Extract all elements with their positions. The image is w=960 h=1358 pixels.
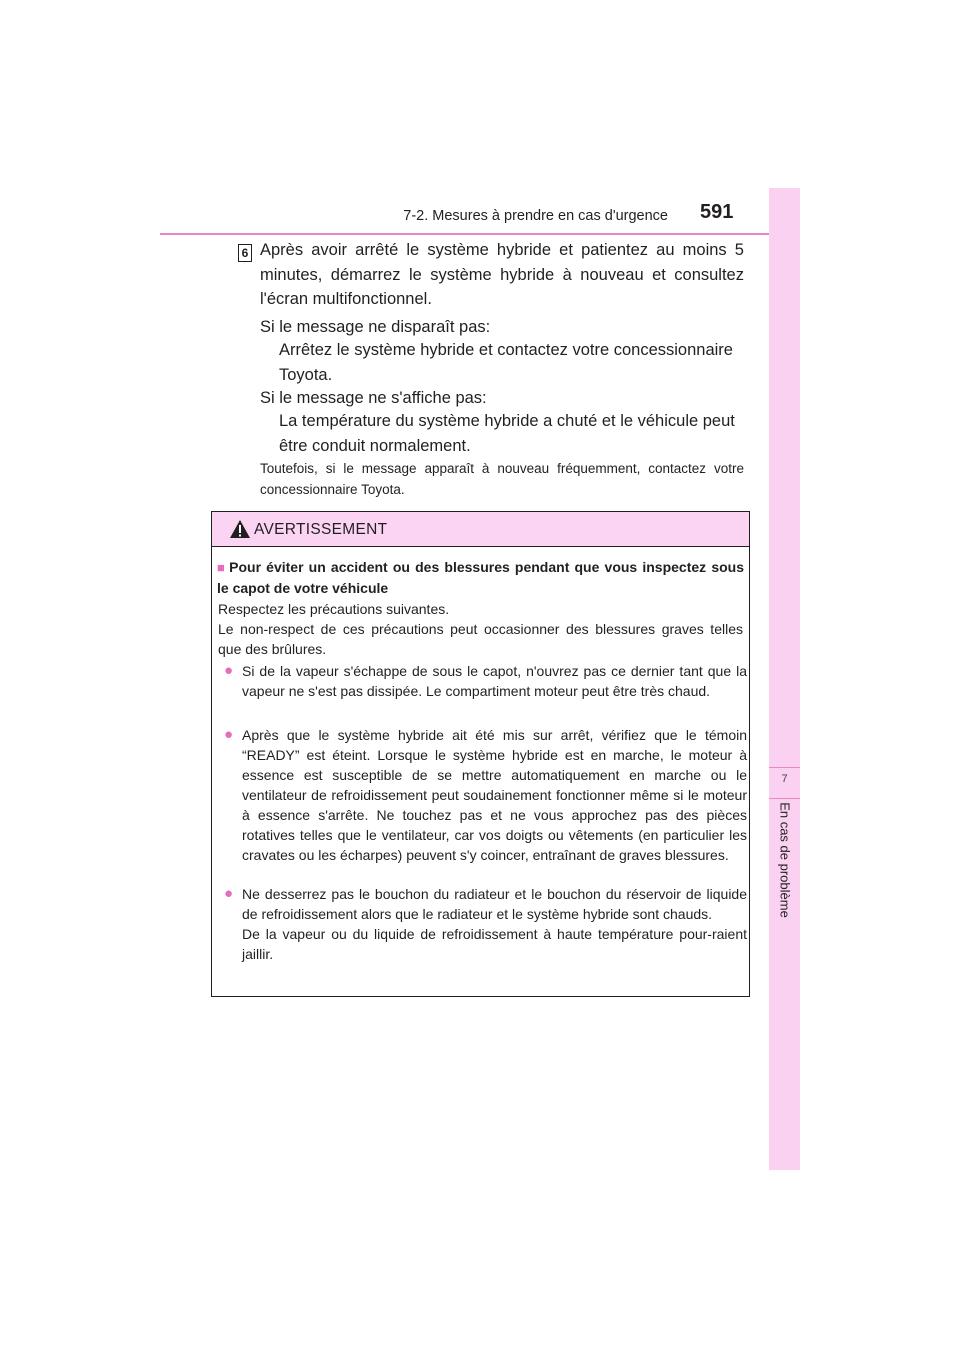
warning-bullet-text: Si de la vapeur s'échappe de sous le capot, n'ouvrez pas ce dernier tant que la vapeur ne s'est pas dissipée. Le compartiment moteur peut être très chaud.	[242, 663, 747, 699]
warning-bullet-text: Après que le système hybride ait été mis sur arrêt, vérifiez que le témoin “READY” est éteint. Lorsque le système hybride est en marche, le moteur à essence est susceptible de se mettre automatiquement en marche ou le ventilateur de refroidissement peut soudainement fonctionner même si le moteur à essence s'arrête. Ne touchez pas et ne vous approchez pas des pièces rotatives telles que le ventilateur, car vos doigts ou vêtements (en particulier les cravates ou les écharpes) peuvent s'y coincer, entraînant de graves blessures.	[242, 727, 747, 863]
warning-intro-line: Respectez les précautions suivantes.	[218, 601, 450, 617]
chapter-side-tab	[769, 188, 800, 1170]
step-number-badge: 6	[238, 244, 252, 262]
page-number: 591	[700, 201, 734, 223]
warning-box	[211, 511, 750, 997]
chapter-number-divider-bottom	[769, 798, 800, 799]
bullet-dot-icon: ●	[224, 885, 234, 902]
chapter-number: 7	[781, 773, 788, 785]
step-note: Toutefois, si le message apparaît à nouveau fréquemment, contactez votre concessionnaire Toyota.	[260, 461, 744, 497]
warning-label: AVERTISSEMENT	[254, 521, 388, 538]
warning-bullet-line: Ne desserrez pas le bouchon du radiateur et le bouchon du réservoir de liquide de refroidissement alors que le radiateur et le système hybride sont chauds.	[242, 886, 747, 922]
condition-result: La température du système hybride a chuté et le véhicule peut être conduit normalement.	[279, 412, 735, 455]
chapter-title: En cas de problème	[777, 802, 793, 918]
warning-intro-line: Le non-respect de ces précautions peut occasionner des blessures graves telles que des brûlures.	[218, 621, 743, 657]
warning-heading	[217, 557, 744, 598]
warning-triangle-icon	[229, 519, 251, 539]
bullet-dot-icon: ●	[224, 726, 234, 743]
bullet-dot-icon: ●	[224, 662, 234, 679]
warning-bullet	[224, 725, 747, 865]
header-divider	[160, 233, 800, 235]
chapter-number-divider-top	[769, 767, 800, 768]
warning-header	[212, 512, 749, 547]
condition-result: Arrêtez le système hybride et contactez votre concessionnaire Toyota.	[279, 341, 733, 384]
step-instruction: Après avoir arrêté le système hybride et patientez au moins 5 minutes, démarrez le système hybride à nouveau et consultez l'écran multifonctionnel.	[260, 241, 744, 308]
warning-heading-text: Pour éviter un accident ou des blessures pendant que vous inspectez sous le capot de votre véhicule	[217, 559, 744, 596]
warning-bullet	[224, 884, 747, 964]
condition-label: Si le message ne disparaît pas:	[260, 318, 491, 336]
warning-intro	[218, 599, 743, 659]
warning-bullet-text	[242, 884, 747, 964]
section-title: 7-2. Mesures à prendre en cas d'urgence	[403, 208, 668, 224]
condition-label: Si le message ne s'affiche pas:	[260, 389, 487, 407]
warning-bullet	[224, 661, 747, 701]
square-bullet-icon: ■	[217, 560, 227, 575]
warning-bullet-line: De la vapeur ou du liquide de refroidissement à haute température pour-raient jaillir.	[242, 926, 747, 962]
